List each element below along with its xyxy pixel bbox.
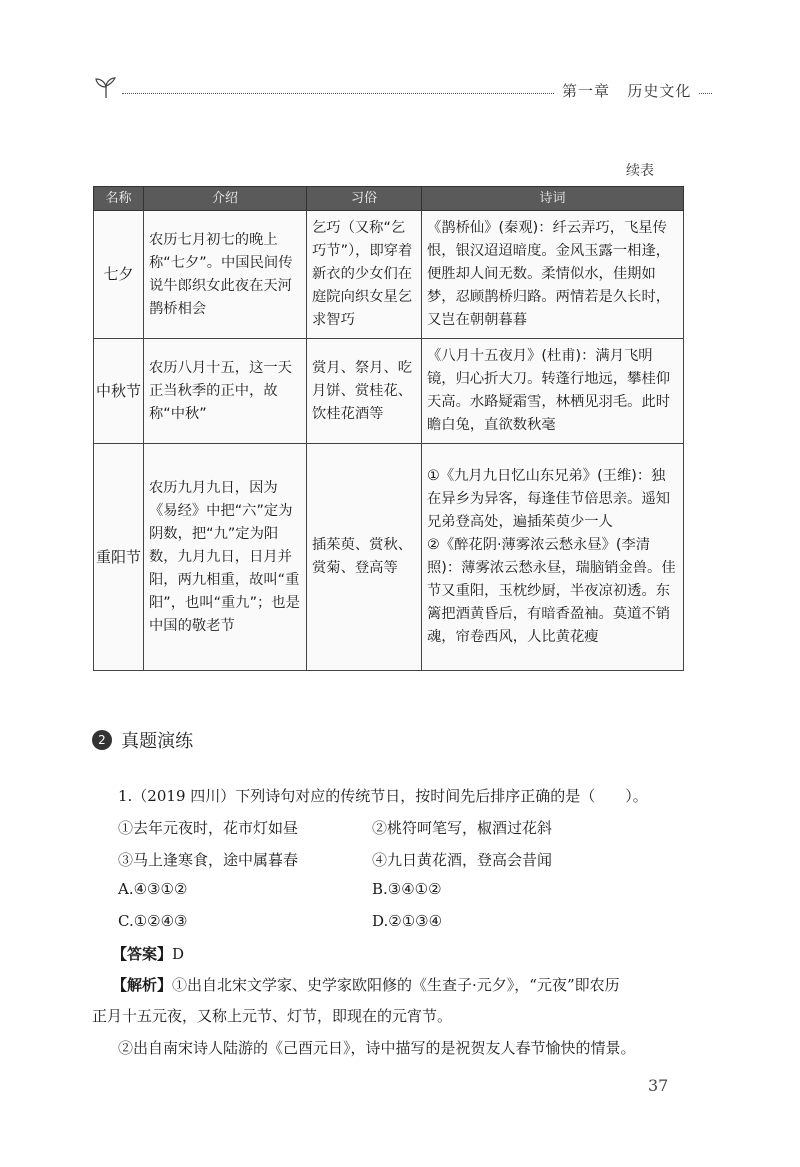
choice-item: C.①②④③ <box>118 912 188 930</box>
poem-item: ①《九月九日忆山东兄弟》(王维)：独在异乡为异客，每逢佳节倍思亲。遥知兄弟登高处，遍插茱萸少一人 <box>427 468 671 530</box>
choice-item: D.②①③④ <box>372 912 443 930</box>
table-row <box>94 339 684 444</box>
festival-poems: 《八月十五夜月》(杜甫)：满月飞明镜，归心折大刀。转蓬行地远，攀桂仰天高。水路疑霜雪，林栖见羽毛。此时瞻白兔，直欲数秋毫 <box>422 339 684 444</box>
festival-intro: 农历八月十五，这一天正当秋季的正中，故称“中秋” <box>144 339 307 444</box>
answer-value: D <box>172 945 185 963</box>
festival-name: 七夕 <box>94 211 144 339</box>
section-title <box>92 727 193 755</box>
page-number: 37 <box>648 1076 669 1095</box>
analysis-text: ②出自南宋诗人陆游的《己酉元日》，诗中描写的是祝贺友人春节愉快的情景。 <box>118 1039 636 1057</box>
chapter-title: 历史文化 <box>627 82 692 100</box>
chapter-heading <box>554 80 699 101</box>
column-header-name: 名称 <box>94 187 144 211</box>
section-number-icon: 2 <box>92 730 112 750</box>
analysis-text: 正月十五元夜，又称上元节、灯节，即现在的元宵节。 <box>92 1007 453 1025</box>
choice-item: B.③④①② <box>372 880 442 898</box>
table-continued-label: 续表 <box>626 163 654 179</box>
column-header-intro: 介绍 <box>144 187 307 211</box>
festival-name: 中秋节 <box>94 339 144 444</box>
festival-poems <box>422 444 684 671</box>
festival-customs: 乞巧（又称“乞巧节”），即穿着新衣的少女们在庭院向织女星乞求智巧 <box>307 211 422 339</box>
option-item: ③马上逢寒食，途中属暮春 <box>118 851 299 869</box>
festival-name: 重阳节 <box>94 444 144 671</box>
analysis-text: ①出自北宋文学家、史学家欧阳修的《生查子·元夕》，“元夜”即农历 <box>172 976 620 994</box>
festival-intro: 农历七月初七的晚上称“七夕”。中国民间传说牛郎织女此夜在天河鹊桥相会 <box>144 211 307 339</box>
column-header-customs: 习俗 <box>307 187 422 211</box>
festival-customs: 赏月、祭月、吃月饼、赏桂花、饮桂花酒等 <box>307 339 422 444</box>
column-header-poems: 诗词 <box>422 187 684 211</box>
festival-table <box>93 186 684 671</box>
option-item: ②桃符呵笔写，椒酒过花斜 <box>372 819 553 837</box>
table-row <box>94 444 684 671</box>
chapter-number: 第一章 <box>562 82 611 100</box>
analysis-paragraph <box>112 974 620 995</box>
answer-label: 【答案】 <box>112 945 173 963</box>
question-text: 1.（2019 四川）下列诗句对应的传统节日，按时间先后排序正确的是（ ）。 <box>118 787 648 805</box>
analysis-label: 【解析】 <box>112 976 173 994</box>
festival-customs: 插茱萸、赏秋、赏菊、登高等 <box>307 444 422 671</box>
running-header <box>92 72 712 108</box>
sprout-icon <box>92 74 120 100</box>
poem-item: ②《醉花阴·薄雾浓云愁永昼》(李清照)：薄雾浓云愁永昼，瑞脑销金兽。佳节又重阳，玉枕纱厨，半夜凉初透。东篱把酒黄昏后，有暗香盈袖。莫道不销魂，帘卷西风，人比黄花瘦 <box>427 537 676 645</box>
festival-intro: 农历九月九日，因为《易经》中把“六”定为阴数，把“九”定为阳数，九月九日，日月并阳，两九相重，故叫“重阳”，也叫“重九”；也是中国的敬老节 <box>144 444 307 671</box>
section-title-text: 真题演练 <box>121 731 194 752</box>
option-item: ④九日黄花酒，登高会昔闻 <box>372 851 553 869</box>
table-header-row <box>94 187 684 211</box>
festival-poems: 《鹊桥仙》(秦观)：纤云弄巧，飞星传恨，银汉迢迢暗度。金风玉露一相逢，便胜却人间无数。柔情似水，佳期如梦，忍顾鹊桥归路。两情若是久长时，又岂在朝朝暮暮 <box>422 211 684 339</box>
table-row <box>94 211 684 339</box>
answer <box>112 943 184 964</box>
choice-item: A.④③①② <box>118 880 188 898</box>
option-item: ①去年元夜时，花市灯如昼 <box>118 819 299 837</box>
